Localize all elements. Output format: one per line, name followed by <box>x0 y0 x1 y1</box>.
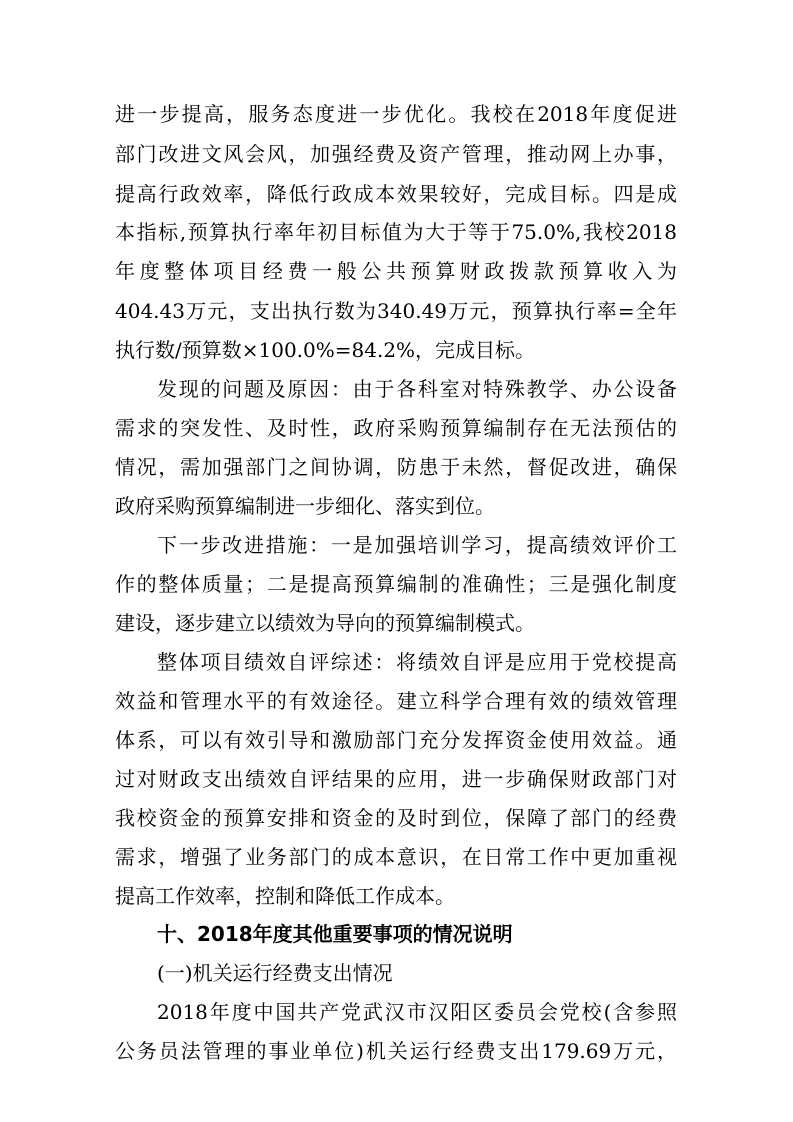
text-line: 部门改进文风会风，加强经费及资产管理，推动网上办事， <box>115 142 677 166</box>
text-line: 建设，逐步建立以绩效为导向的预算编制模式。 <box>115 611 535 635</box>
text-line: 提高工作效率，控制和降低工作成本。 <box>115 884 455 908</box>
text-line: 过对财政支出绩效自评结果的应用，进一步确保财政部门对 <box>115 767 677 791</box>
paragraph-first-line: 下一步改进措施：一是加强培训学习，提高绩效评价工 <box>157 533 677 557</box>
text-line: 需求，增强了业务部门的成本意识，在日常工作中更加重视 <box>115 845 677 869</box>
paragraph-first-line: 发现的问题及原因：由于各科室对特殊教学、办公设备 <box>157 377 677 401</box>
text-line: 政府采购预算编制进一步细化、落实到位。 <box>115 494 495 518</box>
text-line: 本指标,预算执行率年初目标值为大于等于75.0%,我校2018 <box>115 220 677 244</box>
text-line: 404.43万元，支出执行数为340.49万元，预算执行率=全年 <box>115 299 677 323</box>
text-line: 作的整体质量；二是提高预算编制的准确性；三是强化制度 <box>115 572 677 596</box>
paragraph-first-line: 整体项目绩效自评综述：将绩效自评是应用于党校提高 <box>157 650 677 674</box>
section-heading: 十、2018年度其他重要事项的情况说明 <box>157 922 513 946</box>
text-line: 公务员法管理的事业单位)机关运行经费支出179.69万元， <box>115 1039 677 1063</box>
subsection-heading: (一)机关运行经费支出情况 <box>157 961 393 985</box>
text-line: 年度整体项目经费一般公共预算财政拨款预算收入为 <box>115 259 677 283</box>
text-line: 我校资金的预算安排和资金的及时到位，保障了部门的经费 <box>115 806 677 830</box>
text-line: 执行数/预算数×100.0%=84.2%，完成目标。 <box>115 338 536 362</box>
text-line: 提高行政效率，降低行政成本效果较好，完成目标。四是成 <box>115 182 677 206</box>
paragraph-first-line: 2018年度中国共产党武汉市汉阳区委员会党校(含参照 <box>157 1000 677 1024</box>
text-line: 情况，需加强部门之间协调，防患于未然，督促改进，确保 <box>115 455 677 479</box>
text-line: 需求的突发性、及时性，政府采购预算编制存在无法预估的 <box>115 416 677 440</box>
text-line: 进一步提高，服务态度进一步优化。我校在2018年度促进 <box>115 102 677 126</box>
text-line: 体系，可以有效引导和激励部门充分发挥资金使用效益。通 <box>115 728 677 752</box>
text-line: 效益和管理水平的有效途径。建立科学合理有效的绩效管理 <box>115 689 677 713</box>
